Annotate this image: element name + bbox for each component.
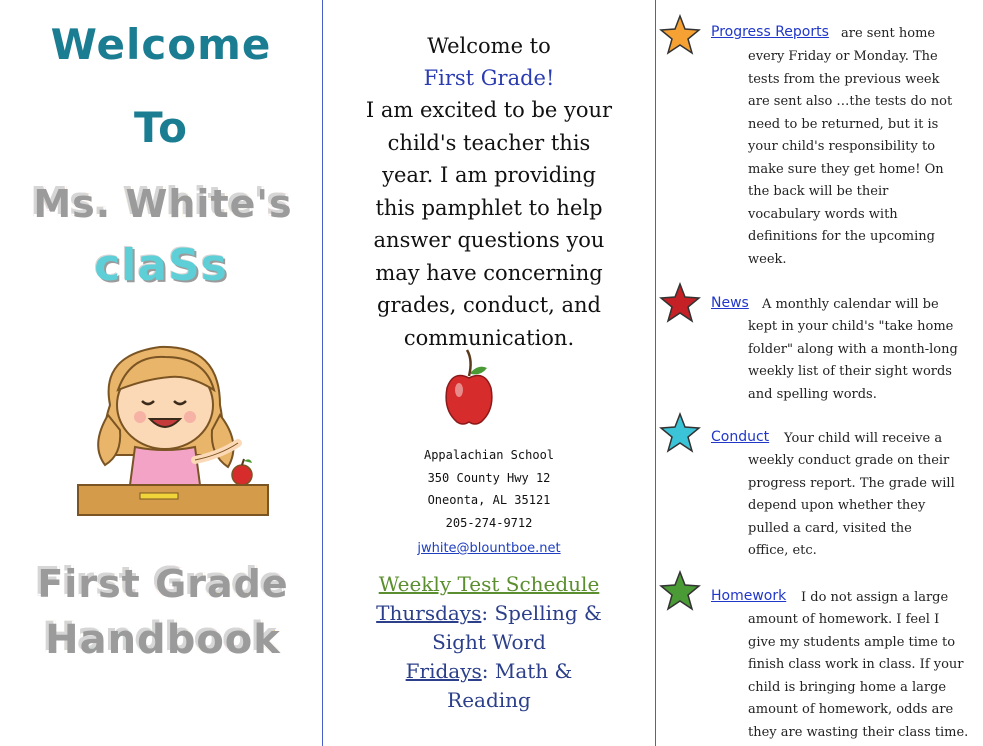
conduct-link[interactable]: Conduct (711, 429, 770, 445)
paragraph-line: amount of homework. I feel I (748, 612, 940, 627)
friday-line (323, 657, 655, 686)
news-text (748, 316, 973, 406)
blue-star-icon (659, 412, 701, 454)
thursday-line (323, 599, 655, 628)
red-star-icon (659, 282, 701, 324)
thursday-line2: Sight Word (432, 630, 546, 654)
conduct-lead: Your child will receive a (784, 431, 943, 446)
intro-line: communication. (403, 325, 575, 350)
schedule-title (323, 570, 655, 599)
friday-rest: : Math & (481, 659, 573, 683)
orange-star-icon (659, 14, 701, 56)
school-city: Oneonta, AL 35121 (427, 493, 551, 507)
paragraph-line: depend upon whether they (748, 498, 926, 513)
class-name-line1: Ms. White's (31, 180, 291, 224)
paragraph-line: the back will be their (748, 184, 889, 199)
cover-panel (0, 0, 322, 746)
news-lead: A monthly calendar will be (762, 297, 939, 312)
conduct-text (748, 450, 973, 563)
intro-line: child's teacher this (387, 130, 591, 155)
intro-line: I am excited to be your (365, 98, 613, 122)
handbook-line1: First Grade (35, 560, 287, 604)
email-container (323, 537, 655, 556)
email-link[interactable]: jwhite@blountboe.net (417, 541, 561, 556)
intro-line: grades, conduct, and (377, 293, 601, 317)
to-heading: To (134, 103, 188, 152)
paragraph-line: amount of homework, odds are (748, 702, 954, 717)
paragraph-line: office, etc. (748, 543, 817, 558)
paragraph-line: week. (748, 251, 787, 267)
homework-link[interactable]: Homework (711, 588, 787, 604)
homework-lead: I do not assign a large (801, 590, 949, 605)
class-name-line2: claSs (94, 240, 228, 291)
handbook-title (0, 560, 322, 604)
apple-icon (443, 348, 495, 428)
paragraph-line: vocabulary words with (748, 206, 898, 222)
class-word-title (0, 240, 322, 291)
paragraph-line: every Friday or Monday. The (748, 49, 938, 64)
paragraph-line: and spelling words. (748, 386, 877, 402)
paragraph-line: weekly conduct grade on their (748, 453, 950, 468)
intro-line: may have concerning (375, 260, 603, 285)
intro-paragraph (323, 94, 655, 354)
progress-reports-lead: are sent home (841, 26, 936, 41)
intro-line: this pamphlet to help (375, 195, 603, 220)
handbook-line2: Handbook (43, 615, 279, 661)
thursday-day: Thursdays (376, 601, 482, 625)
thursday-rest: : Spelling & (481, 601, 602, 625)
paragraph-line: need to be returned, but it is (748, 116, 939, 132)
green-star-icon (659, 570, 701, 612)
news-link[interactable]: News (711, 295, 749, 311)
schedule-title-text: Weekly Test Schedule (378, 572, 600, 596)
info-panel (656, 0, 983, 746)
paragraph-line: tests from the previous week (748, 71, 940, 87)
handbook-word-title (0, 615, 322, 661)
school-name: Appalachian School (423, 448, 555, 462)
school-address: 350 County Hwy 12 (427, 471, 551, 485)
class-name-title (0, 180, 322, 224)
intro-line2: First Grade! (423, 66, 555, 90)
paragraph-line: weekly list of their sight words (748, 364, 952, 379)
school-phone: 205-274-9712 (445, 516, 533, 530)
welcome-panel (323, 0, 655, 746)
friday-line2: Reading (447, 688, 531, 712)
paragraph-line: are sent also …the tests do not (748, 94, 953, 109)
paragraph-line: make sure they get home! On (748, 161, 944, 177)
friday-day: Fridays (405, 659, 482, 683)
intro-line: answer questions you (373, 228, 605, 252)
paragraph-line: definitions for the upcoming (748, 229, 935, 244)
paragraph-line: they are wasting their class time. (748, 724, 969, 740)
progress-reports-link[interactable]: Progress Reports (711, 24, 829, 40)
paragraph-line: child is bringing home a large (748, 679, 947, 695)
intro-line1: Welcome to (427, 34, 551, 58)
paragraph-line: give my students ample time to (748, 634, 956, 650)
welcome-heading: Welcome (50, 20, 272, 69)
paragraph-line: progress report. The grade will (748, 475, 955, 491)
paragraph-line: finish class work in class. If your (748, 657, 964, 672)
paragraph-line: folder" along with a month-long (748, 341, 958, 357)
progress-reports-text (748, 46, 973, 271)
girl-at-desk-illustration (70, 335, 270, 525)
homework-text (748, 609, 973, 744)
intro-line: year. I am providing (382, 163, 596, 187)
paragraph-line: pulled a card, visited the (748, 520, 912, 536)
paragraph-line: your child's responsibility to (748, 139, 936, 154)
paragraph-line: kept in your child's "take home (748, 319, 954, 334)
